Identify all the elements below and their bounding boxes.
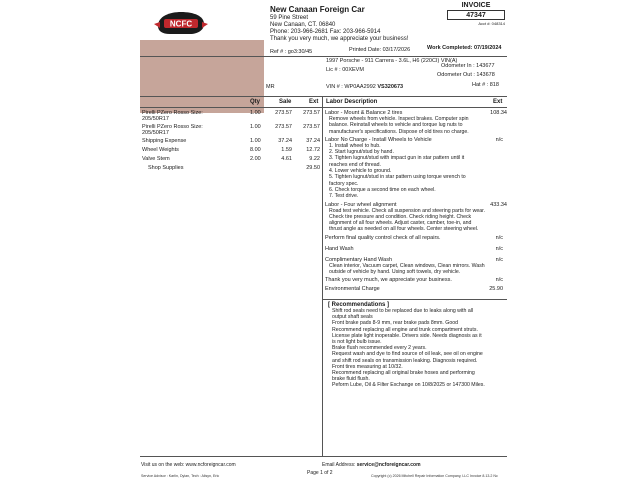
labor-title: Labor - Four wheel alignment <box>325 201 397 208</box>
vin-label: VIN # : WP0AA2992 <box>326 84 376 90</box>
logo-text: NCFC <box>169 19 193 29</box>
labor-amount: n/c <box>495 234 503 241</box>
table-row <box>142 138 322 147</box>
labor-line: 7. Test drive. <box>329 193 359 200</box>
part-qty: 2.00 <box>250 156 261 162</box>
table-row <box>142 156 322 165</box>
printed-date: Printed Date: 03/17/2026 <box>349 47 411 53</box>
shop-thanks: Thank you very much, we appreciate your business! <box>270 36 409 42</box>
part-sale: 273.57 <box>275 110 292 116</box>
labor-amount: n/c <box>495 277 503 284</box>
recommendation-line: and shift rod seals on transmission leaking. Diagnosis required. <box>332 357 478 364</box>
labor-line: 2. Start lugnut/stud by hand. <box>329 149 394 156</box>
table-row <box>142 110 322 124</box>
labor-amount: 108.34 <box>490 110 507 116</box>
shop-logo <box>150 8 212 40</box>
labor-line: 4. Lower vehicle to ground. <box>329 168 392 175</box>
labor-line: balance. Reinstall wheels to vehicle and torque lug nuts to <box>329 122 463 129</box>
page-number: Page 1 of 2 <box>307 470 333 476</box>
labor-item <box>325 277 507 285</box>
part-ext: 37.24 <box>306 138 320 144</box>
email-label: Email Address: <box>322 462 356 468</box>
part-description: Shipping Expense <box>142 138 187 144</box>
invoice-label: INVOICE <box>461 2 491 9</box>
invoice-box <box>447 2 505 26</box>
part-description: Pirelli PZero Rosso Size: <box>142 124 203 130</box>
labor-amount: n/c <box>495 136 503 143</box>
recommendation-line: brake fluid flush. <box>332 376 370 383</box>
ext-header: Ext <box>309 99 319 105</box>
part-qty: 1.00 <box>250 124 261 130</box>
labor-item <box>325 246 507 254</box>
part-description: Pirelli PZero Rosso Size: <box>142 110 203 116</box>
copyright: Copyright (c) 2026 Mitchell Repair Information Company, LLC Invoice 8.13.2 Nc <box>371 474 498 478</box>
part-size: 205/50R17 <box>142 130 169 136</box>
part-sale: 37.24 <box>278 138 292 144</box>
labor-line: 3. Tighten lugnut/stud with impact gun in star pattern until it <box>329 155 465 162</box>
labor-title: Environmental Charge <box>325 286 380 293</box>
service-advisor: Service Advisor : Karlin, Dylan, Tech : Alisyn, Eric <box>141 474 220 478</box>
account-number: Acct #: 048314 <box>478 21 505 26</box>
labor-title: Hand Wash <box>325 245 354 252</box>
sale-header: Sale <box>279 99 292 105</box>
part-ext: 29.50 <box>306 165 320 171</box>
ref-number: Ref # : go3:30/45 <box>270 49 313 55</box>
part-ext: 273.57 <box>303 124 320 130</box>
header-divider <box>140 56 507 57</box>
part-sale: 4.61 <box>281 156 292 162</box>
footer-divider <box>140 456 507 457</box>
qty-header: Qty <box>250 99 261 105</box>
table-header-line <box>140 107 507 108</box>
recommendations <box>328 302 506 389</box>
redacted-customer-block <box>140 40 264 113</box>
labor-line: factory spec. <box>329 180 359 187</box>
labor-line: Remove wheels from vehicle. Inspect brakes. Computer spin <box>329 116 469 122</box>
part-qty: 1.00 <box>250 138 261 144</box>
labor-item <box>325 202 507 233</box>
table-row <box>142 165 322 174</box>
part-qty: 1.00 <box>250 110 261 116</box>
labor-line: manufacturer's specifications. Dispose of old tires no charge. <box>329 128 469 135</box>
part-ext: 12.72 <box>306 147 320 153</box>
shop-phone: Phone: 203-966-2681 Fax: 203-966-5914 <box>270 29 381 35</box>
labor-title: Thank you very much, we appreciate your business. <box>325 277 452 284</box>
labor-title: Complimentary Hand Wash <box>325 256 393 263</box>
part-qty: 8.00 <box>250 147 261 153</box>
recommendation-line: Front tires measuring at 10/32. <box>332 363 403 370</box>
invoice-number: 47347 <box>447 10 505 20</box>
odometer-in: Odometer In : 143677 <box>441 63 495 69</box>
recommendation-line: output shaft seals <box>332 314 373 321</box>
recommendation-line: Shift rod seals need to be replaced due to leaks along with all <box>332 308 474 314</box>
table-row <box>142 147 322 156</box>
license-plate: Lic # : 00XEVM <box>326 67 364 73</box>
labor-line: 6. Check torque a second time on each wheel. <box>329 186 436 193</box>
shop-address-2: New Canaan, CT. 06840 <box>270 22 336 28</box>
labor-item <box>325 137 507 200</box>
recommendation-line: Recommend replacing all original brake hoses and performing <box>332 370 475 377</box>
labor-line: Clean interior, Vacuum carpet, Clean windows, Clean mirrors. Wash <box>329 262 485 269</box>
labor-amount: 433.34 <box>490 201 507 208</box>
labor-line: 1. Install wheel to hub. <box>329 142 381 149</box>
shop-address-1: 59 Pine Street <box>270 15 309 21</box>
labor-title: Labor No Charge - Install Wheels to Vehicle <box>325 136 432 143</box>
labor-line: Road test vehicle. Check all suspension and steering parts for wear. <box>329 207 485 214</box>
recommendation-line: Front brake pads 8-9 mm, rear brake pads 8mm. Good <box>332 320 458 327</box>
labor-ext-header: Ext <box>493 99 503 105</box>
work-completed-date: Work Completed: 07/19/2024 <box>427 45 502 51</box>
labor-list <box>325 110 507 294</box>
recommendation-line: Request wash and dye to find source of oil leak, see oil on engine <box>332 351 483 358</box>
recommendations-title: [ Recommendations ] <box>328 302 390 308</box>
labor-header: Labor Description <box>326 99 378 105</box>
stray-text: MR <box>266 84 275 90</box>
parts-list <box>142 110 322 174</box>
vin-number <box>326 84 403 90</box>
part-ext: 273.57 <box>303 110 320 116</box>
labor-item <box>325 110 507 135</box>
labor-line: 5. Tighten lugnut/stud in star pattern using torque wrench to <box>329 174 466 181</box>
part-ext: 9.22 <box>309 156 320 162</box>
labor-title: Labor - Mount & Balance 2 tires <box>325 110 403 116</box>
vin-suffix: VS320673 <box>377 84 404 90</box>
part-sale: 1.59 <box>281 147 292 153</box>
labor-line: reaches end of thread. <box>329 161 381 168</box>
recommendation-line: Recommend replacing all engine and trunk compartment struts. <box>332 326 478 333</box>
odometer-out: Odometer Out : 143678 <box>437 72 495 78</box>
labor-item <box>325 257 507 276</box>
part-description: Shop Supplies <box>148 165 184 171</box>
part-sale: 273.57 <box>275 124 292 130</box>
table-top-line <box>140 96 507 97</box>
labor-amount: 25.90 <box>489 286 503 293</box>
vehicle-description: 1997 Porsche - 911 Carrera - 3.6L, H6 (220CI) VIN(A) <box>326 58 458 64</box>
labor-title: Perform final quality control check of all repairs. <box>325 234 441 241</box>
labor-line: Check tire pressure and condition. Check riding height. Check <box>329 213 472 220</box>
column-divider <box>322 96 323 456</box>
recommendations-divider <box>322 299 507 300</box>
email-address[interactable]: service@ncforeigncar.com <box>356 462 421 468</box>
recommendation-line: is not light bulb issue. <box>332 339 382 346</box>
email-row <box>322 462 421 468</box>
labor-item <box>325 286 507 294</box>
table-row <box>142 124 322 138</box>
recommendation-line: License plate light inoperable. Drivers side. Needs diagnosis as it <box>332 332 482 339</box>
website: Visit us on the web: www.ncforeigncar.com <box>141 462 236 468</box>
labor-amount: n/c <box>495 256 503 263</box>
part-description: Wheel Weights <box>142 147 179 153</box>
labor-line: alignment of all four wheels. Adjust caster, camber, toe-in, and <box>329 220 472 227</box>
labor-amount: n/c <box>495 245 503 252</box>
hat-number: Hat # : 818 <box>472 82 499 88</box>
shop-name: New Canaan Foreign Car <box>270 5 365 14</box>
recommendation-line: Brake flush recommended every 2 years. <box>332 345 427 352</box>
part-description: Valve Stem <box>142 156 170 162</box>
labor-line: outside of vehicle by hand. Using soft towels, dry vehicle. <box>329 269 461 276</box>
recommendation-line: Peform Lube, Oil & Filter Exchange on 10/8/2025 or 147300 Miles. <box>332 382 485 389</box>
labor-item <box>325 235 507 243</box>
labor-line: thrust angle as needed on all four wheels. Center steering wheel. <box>329 226 479 233</box>
part-size: 205/50R17 <box>142 116 169 122</box>
